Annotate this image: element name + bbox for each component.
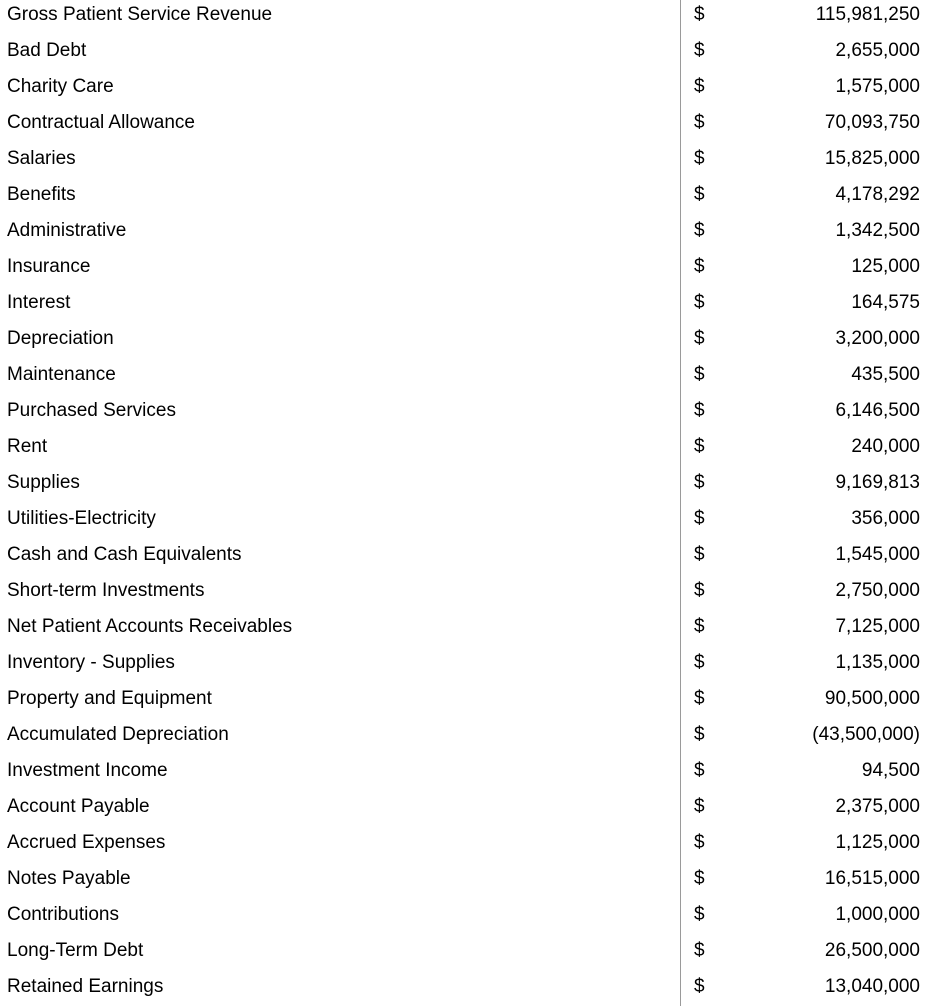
line-item-row	[0, 537, 932, 573]
line-item-label: Purchased Services	[7, 400, 176, 421]
line-item-label: Depreciation	[7, 328, 114, 349]
line-item-amount: 2,750,000	[835, 580, 920, 601]
line-item-row	[0, 969, 932, 1005]
currency-symbol: $	[694, 508, 705, 529]
currency-symbol: $	[694, 148, 705, 169]
currency-symbol: $	[694, 544, 705, 565]
line-item-amount: 2,375,000	[835, 796, 920, 817]
line-item-row	[0, 321, 932, 357]
line-item-label: Retained Earnings	[7, 976, 164, 997]
line-item-row	[0, 105, 932, 141]
line-item-amount: 4,178,292	[835, 184, 920, 205]
line-item-amount: 3,200,000	[835, 328, 920, 349]
line-item-label: Accumulated Depreciation	[7, 724, 229, 745]
line-item-row	[0, 897, 932, 933]
currency-symbol: $	[694, 220, 705, 241]
line-item-label: Investment Income	[7, 760, 168, 781]
line-item-label: Inventory - Supplies	[7, 652, 175, 673]
line-item-row	[0, 501, 932, 537]
line-item-amount: 1,342,500	[835, 220, 920, 241]
line-item-amount: 16,515,000	[824, 868, 920, 889]
line-item-row	[0, 645, 932, 681]
line-item-row	[0, 0, 932, 33]
line-item-amount: 115,981,250	[815, 4, 920, 25]
line-item-label: Maintenance	[7, 364, 116, 385]
line-item-label: Gross Patient Service Revenue	[7, 4, 273, 25]
line-item-row	[0, 789, 932, 825]
line-item-row	[0, 357, 932, 393]
line-item-row	[0, 33, 932, 69]
line-item-amount: 1,135,000	[835, 652, 920, 673]
line-item-amount: 6,146,500	[835, 400, 920, 421]
currency-symbol: $	[694, 256, 705, 277]
line-item-row	[0, 429, 932, 465]
line-item-label: Interest	[7, 292, 71, 313]
line-item-amount: 356,000	[851, 508, 920, 529]
line-item-row	[0, 213, 932, 249]
currency-symbol: $	[694, 364, 705, 385]
line-item-label: Administrative	[7, 220, 127, 241]
line-item-amount: 94,500	[861, 760, 920, 781]
line-item-label: Insurance	[7, 256, 91, 277]
line-item-row	[0, 933, 932, 969]
currency-symbol: $	[694, 436, 705, 457]
line-item-amount: 7,125,000	[835, 616, 920, 637]
line-item-amount: 15,825,000	[824, 148, 920, 169]
currency-symbol: $	[694, 760, 705, 781]
line-item-row	[0, 753, 932, 789]
line-item-label: Contributions	[7, 904, 119, 925]
line-item-row	[0, 393, 932, 429]
line-item-label: Long-Term Debt	[7, 940, 144, 961]
line-item-amount: 70,093,750	[824, 112, 920, 133]
line-item-amount: 1,545,000	[835, 544, 920, 565]
line-item-row	[0, 141, 932, 177]
currency-symbol: $	[694, 292, 705, 313]
currency-symbol: $	[694, 832, 705, 853]
currency-symbol: $	[694, 688, 705, 709]
currency-symbol: $	[694, 76, 705, 97]
line-item-amount: (43,500,000)	[812, 724, 920, 745]
line-item-amount: 435,500	[851, 364, 920, 385]
currency-symbol: $	[694, 724, 705, 745]
line-item-amount: 240,000	[851, 436, 920, 457]
line-item-label: Notes Payable	[7, 868, 131, 889]
line-item-amount: 125,000	[851, 256, 920, 277]
line-item-label: Short-term Investments	[7, 580, 205, 601]
line-item-row	[0, 825, 932, 861]
line-item-label: Contractual Allowance	[7, 112, 195, 133]
line-item-amount: 13,040,000	[824, 976, 920, 997]
currency-symbol: $	[694, 868, 705, 889]
line-item-row	[0, 681, 932, 717]
line-item-amount: 2,655,000	[835, 40, 920, 61]
line-item-label: Salaries	[7, 148, 76, 169]
line-item-label: Accrued Expenses	[7, 832, 166, 853]
line-item-label: Net Patient Accounts Receivables	[7, 616, 293, 637]
line-item-row	[0, 177, 932, 213]
currency-symbol: $	[694, 472, 705, 493]
currency-symbol: $	[694, 796, 705, 817]
line-item-row	[0, 717, 932, 753]
line-item-row	[0, 573, 932, 609]
currency-symbol: $	[694, 4, 705, 25]
line-item-amount: 1,000,000	[835, 904, 920, 925]
line-item-amount: 26,500,000	[824, 940, 920, 961]
line-item-row	[0, 609, 932, 645]
line-item-label: Benefits	[7, 184, 76, 205]
line-item-label: Cash and Cash Equivalents	[7, 544, 242, 565]
line-item-label: Charity Care	[7, 76, 114, 97]
currency-symbol: $	[694, 184, 705, 205]
line-item-label: Property and Equipment	[7, 688, 212, 709]
line-item-amount: 164,575	[851, 292, 920, 313]
line-item-amount: 1,125,000	[835, 832, 920, 853]
currency-symbol: $	[694, 976, 705, 997]
line-item-row	[0, 285, 932, 321]
line-item-label: Rent	[7, 436, 48, 457]
currency-symbol: $	[694, 580, 705, 601]
line-item-amount: 90,500,000	[824, 688, 920, 709]
line-item-label: Account Payable	[7, 796, 150, 817]
line-item-label: Utilities-Electricity	[7, 508, 156, 529]
currency-symbol: $	[694, 328, 705, 349]
line-item-label: Bad Debt	[7, 40, 87, 61]
currency-symbol: $	[694, 112, 705, 133]
currency-symbol: $	[694, 40, 705, 61]
line-item-label: Supplies	[7, 472, 80, 493]
line-item-row	[0, 465, 932, 501]
line-item-row	[0, 249, 932, 285]
line-item-row	[0, 69, 932, 105]
currency-symbol: $	[694, 904, 705, 925]
currency-symbol: $	[694, 652, 705, 673]
line-item-amount: 1,575,000	[835, 76, 920, 97]
currency-symbol: $	[694, 940, 705, 961]
line-item-row	[0, 861, 932, 897]
currency-symbol: $	[694, 616, 705, 637]
line-item-amount: 9,169,813	[835, 472, 920, 493]
currency-symbol: $	[694, 400, 705, 421]
